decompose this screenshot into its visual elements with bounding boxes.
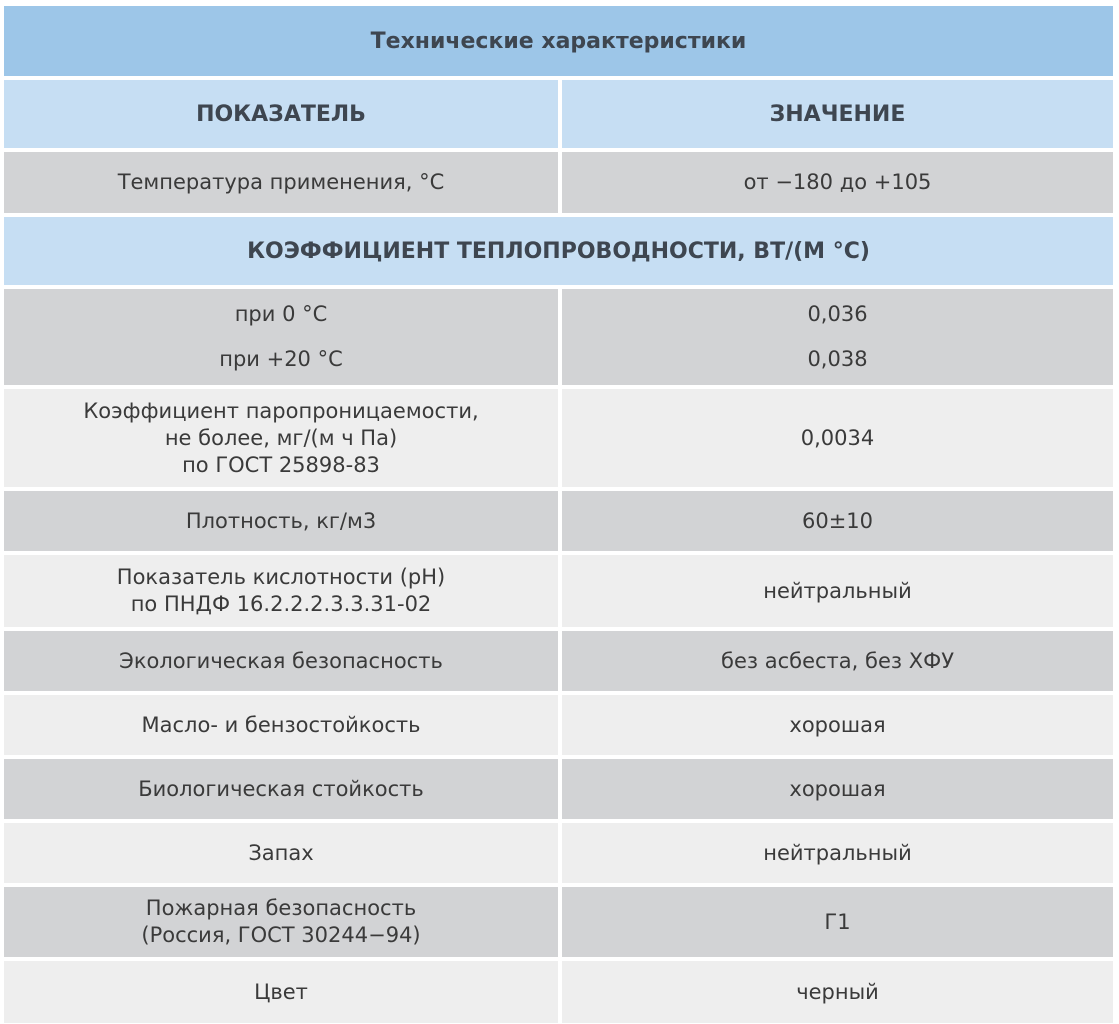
row-label: Запах xyxy=(4,823,562,883)
section-row-conductivity xyxy=(4,217,1113,289)
table-header-row xyxy=(4,80,1113,152)
row-value: 0,0034 xyxy=(800,425,875,450)
row-value: нейтральный xyxy=(763,578,912,603)
row-value: 60±10 xyxy=(801,508,874,533)
label-line: по ПНДФ 16.2.2.2.3.3.31-02 xyxy=(130,592,432,616)
table-row xyxy=(4,961,1113,1023)
row-value: Г1 xyxy=(824,909,851,934)
row-label xyxy=(4,887,562,957)
row-label xyxy=(4,389,562,487)
row-label: Биологическая стойкость xyxy=(4,759,562,819)
table-title-row xyxy=(4,6,1113,80)
table-row-temperature xyxy=(4,152,1113,217)
row-value xyxy=(562,289,1113,385)
row-label xyxy=(4,289,562,385)
row-label: Температура применения, °C xyxy=(4,152,562,213)
conductivity-label-20: при +20 °С xyxy=(219,347,343,371)
table-row xyxy=(4,631,1113,695)
row-label xyxy=(4,555,562,627)
label-line: Коэффициент паропроницаемости, xyxy=(83,398,479,423)
row-label: Цвет xyxy=(4,961,562,1023)
table-row xyxy=(4,695,1113,759)
row-value: без асбеста, без ХФУ xyxy=(721,648,954,673)
table-row xyxy=(4,555,1113,631)
table-row xyxy=(4,759,1113,823)
table-row xyxy=(4,491,1113,555)
row-label: Плотность, кг/м3 xyxy=(4,491,562,551)
row-label: Экологическая безопасность xyxy=(4,631,562,691)
table-title: Технические характеристики xyxy=(370,28,747,54)
label-line: Пожарная безопасность xyxy=(145,896,417,920)
table-row xyxy=(4,823,1113,887)
table-row xyxy=(4,887,1113,961)
label-line: по ГОСТ 25898-83 xyxy=(182,452,380,477)
spec-table xyxy=(4,6,1113,1023)
header-value: ЗНАЧЕНИЕ xyxy=(769,101,906,127)
row-value: хорошая xyxy=(789,776,886,801)
label-line: не более, мг/(м ч Па) xyxy=(164,425,398,450)
conductivity-value-0: 0,036 xyxy=(807,302,868,326)
table-row xyxy=(4,389,1113,491)
label-line: Показатель кислотности (рН) xyxy=(116,565,446,589)
section-title: КОЭФФИЦИЕНТ ТЕПЛОПРОВОДНОСТИ, ВТ/(М °С) xyxy=(247,238,870,264)
header-indicator: ПОКАЗАТЕЛЬ xyxy=(4,80,562,148)
row-value: от −180 до +105 xyxy=(743,170,932,194)
row-value: хорошая xyxy=(789,712,886,737)
row-label: Масло- и бензостойкость xyxy=(4,695,562,755)
label-line: (Россия, ГОСТ 30244−94) xyxy=(141,923,421,947)
row-value: нейтральный xyxy=(763,840,912,865)
row-value: черный xyxy=(796,979,879,1004)
conductivity-label-0: при 0 °С xyxy=(234,302,328,326)
conductivity-value-20: 0,038 xyxy=(807,347,868,371)
table-row-conductivity xyxy=(4,289,1113,389)
